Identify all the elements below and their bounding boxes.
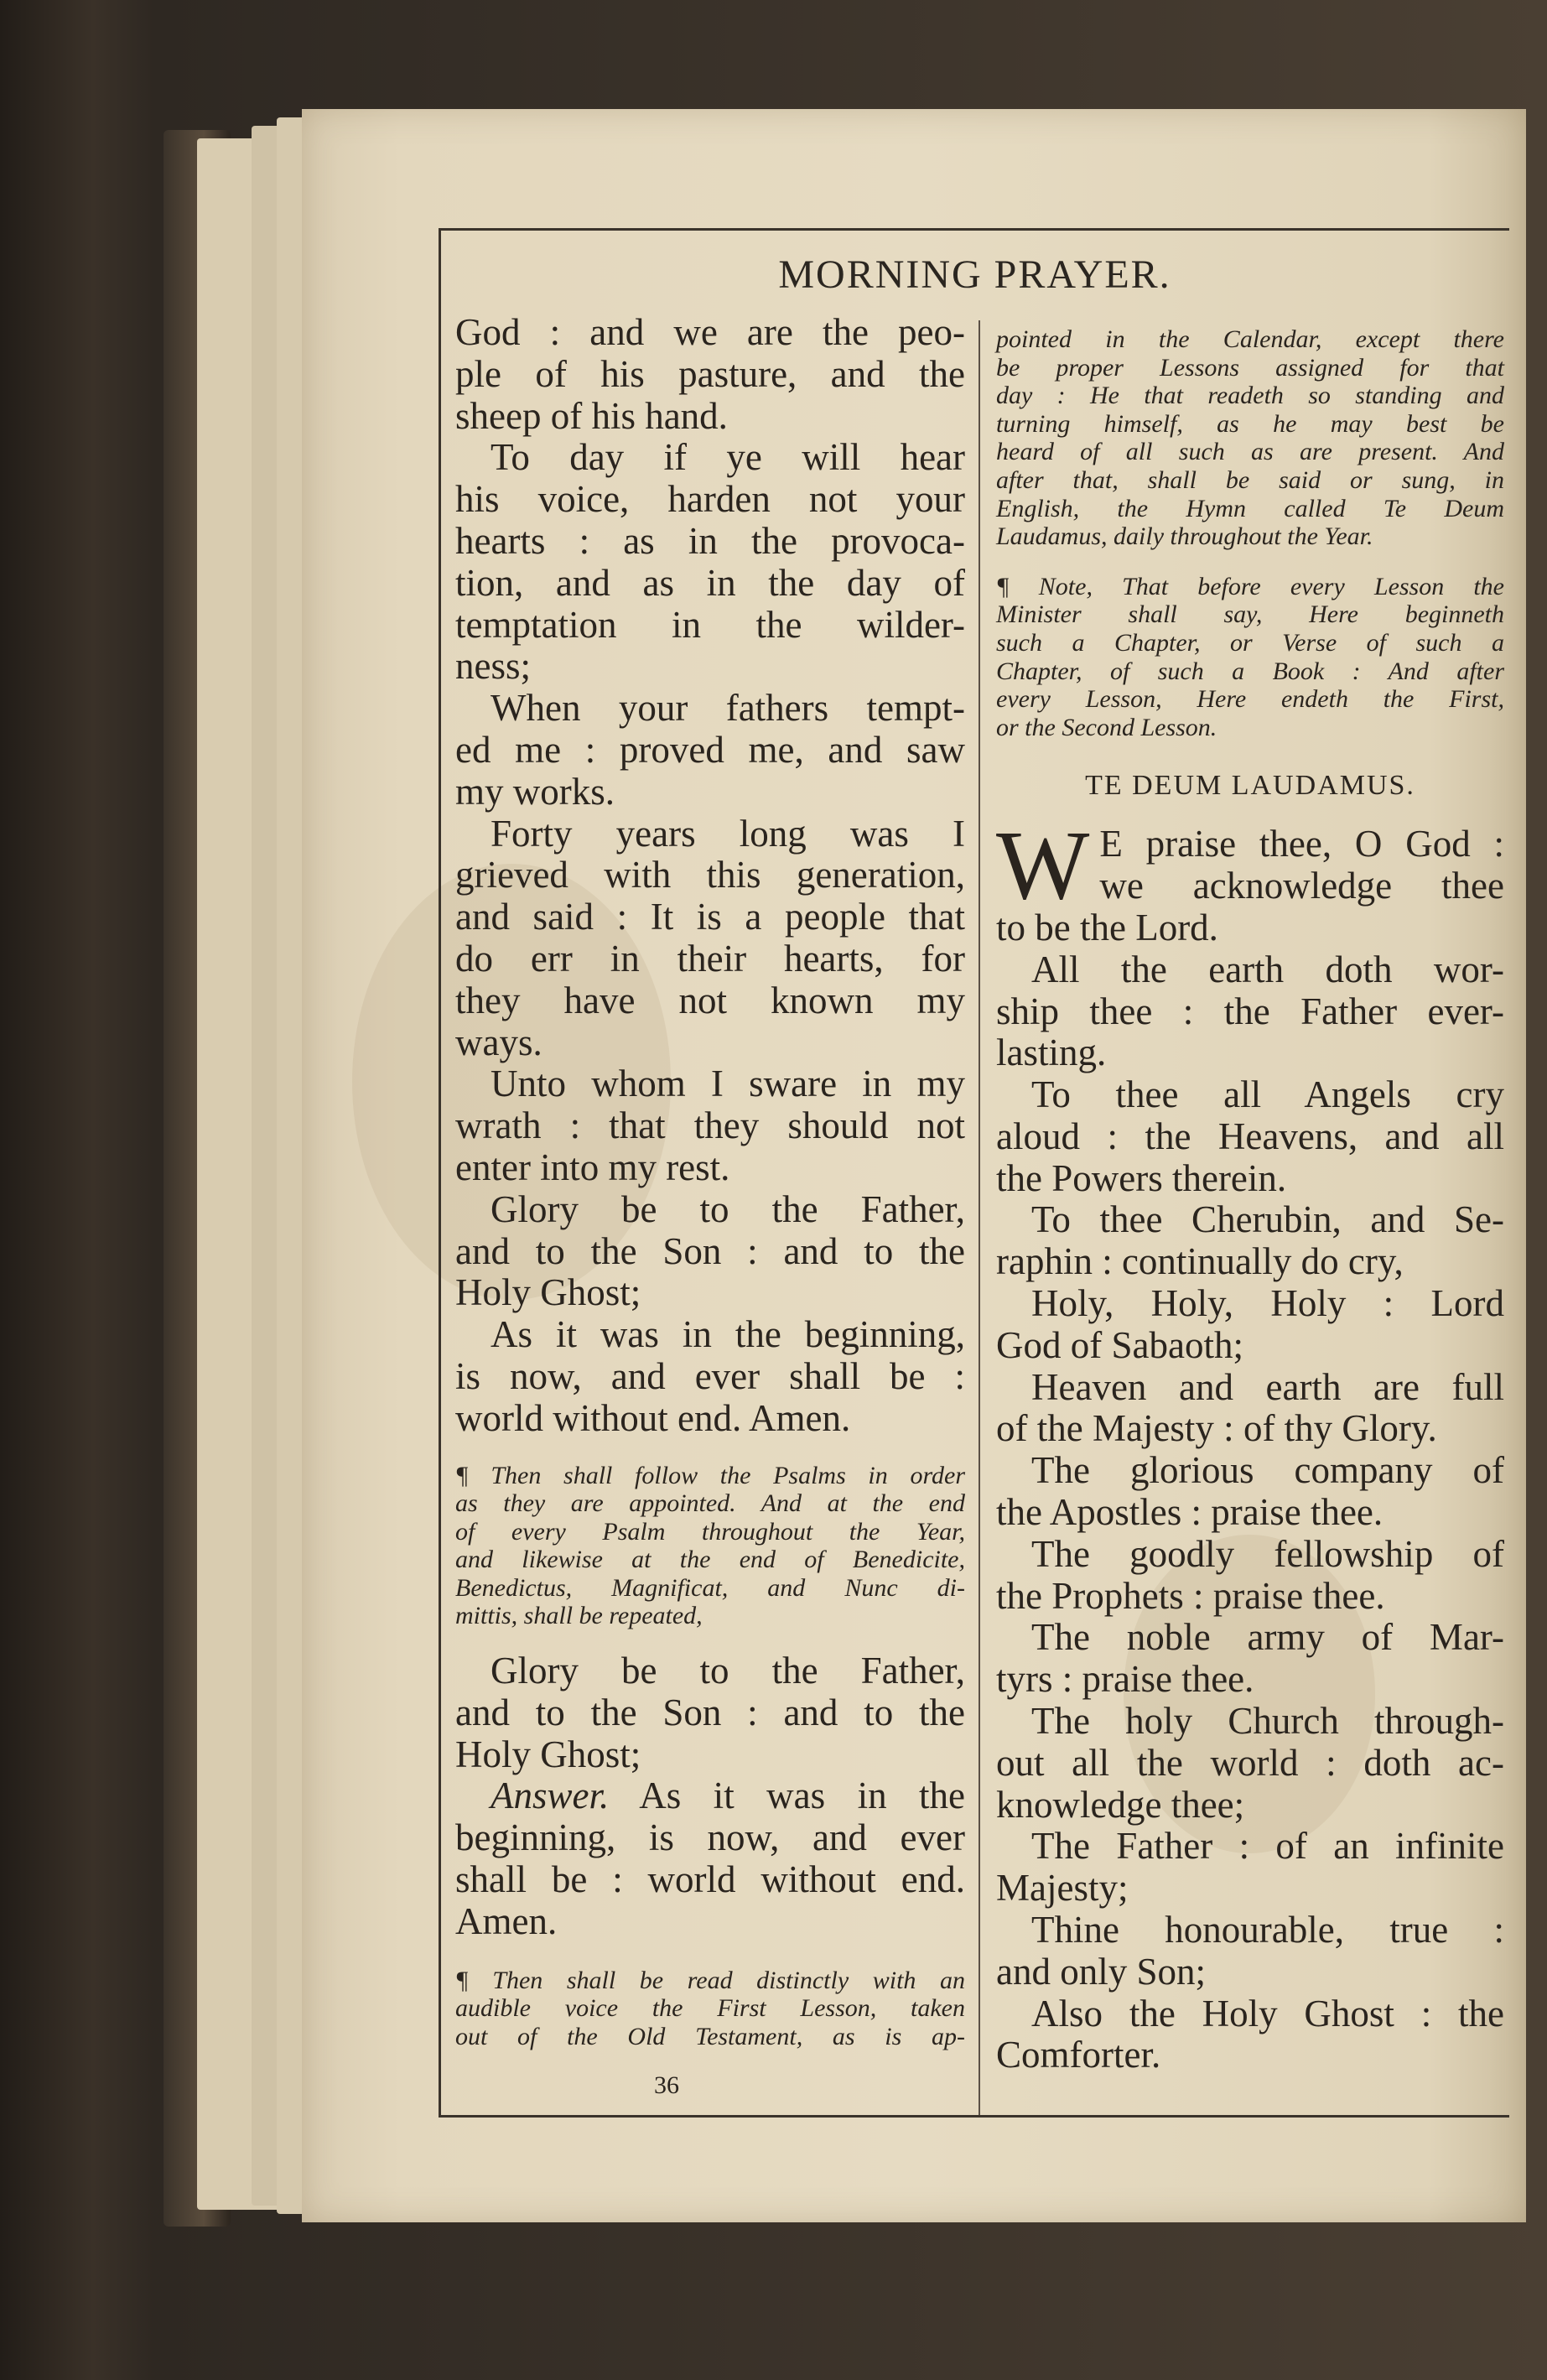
text-line: Amen. bbox=[455, 1899, 558, 1942]
page-number: 36 bbox=[654, 2071, 679, 2099]
rubric-note bbox=[996, 325, 1504, 551]
text-line: grieved with this generation, bbox=[455, 854, 965, 896]
text-line: tion, and as in the day of bbox=[455, 561, 965, 604]
te-deum-verse bbox=[996, 1993, 1504, 2077]
text-line: E praise thee, O God : bbox=[1099, 823, 1504, 865]
rubric-line: Laudamus, daily throughout the Year. bbox=[996, 522, 1373, 551]
text-line: we acknowledge thee bbox=[1099, 865, 1504, 907]
rubric-line: turning himself, as he may best be bbox=[996, 409, 1504, 438]
text-line: The goodly fellowship of bbox=[1031, 1532, 1504, 1575]
text-line: ed me : proved me, and saw bbox=[455, 728, 965, 771]
right-column bbox=[996, 325, 1504, 2076]
answer-label: Answer. bbox=[491, 1775, 610, 1817]
column-divider bbox=[979, 320, 980, 2115]
rubric-line: ¶ Then shall follow the Psalms in order bbox=[455, 1461, 965, 1489]
rubric-line: of every Psalm throughout the Year, bbox=[455, 1517, 965, 1546]
rubric-line: ¶ Then shall be read distinctly with an bbox=[455, 1966, 965, 1994]
text-line bbox=[455, 1775, 965, 1817]
answer-verse bbox=[455, 1775, 965, 1942]
text-line: the Apostles : praise thee. bbox=[996, 1491, 1383, 1534]
psalm-verse bbox=[455, 1063, 965, 1188]
text-line: As it was in the beginning, bbox=[491, 1313, 965, 1356]
rubric-note bbox=[455, 1462, 965, 1631]
te-deum-verse bbox=[996, 1617, 1504, 1701]
te-deum-verse bbox=[996, 1367, 1504, 1451]
text-line: Majesty; bbox=[996, 1867, 1129, 1910]
text-line: enter into my rest. bbox=[455, 1146, 730, 1188]
rubric-line: audible voice the First Lesson, taken bbox=[455, 1994, 965, 2023]
text-line: Forty years long was I bbox=[491, 812, 965, 855]
text-line: knowledge thee; bbox=[996, 1783, 1245, 1826]
text-line: shall be : world without end. bbox=[455, 1858, 965, 1901]
text-line: out all the world : doth ac- bbox=[996, 1741, 1504, 1784]
te-deum-verse bbox=[996, 1826, 1504, 1910]
text-line: wrath : that they should not bbox=[455, 1104, 965, 1147]
te-deum-verse bbox=[996, 949, 1504, 1074]
text-line: they have not known my bbox=[455, 979, 965, 1021]
te-deum-opening bbox=[996, 810, 1504, 948]
psalm-verse bbox=[455, 437, 965, 688]
text-line: ness; bbox=[455, 645, 531, 688]
text-line: To thee Cherubin, and Se- bbox=[1031, 1198, 1504, 1241]
rubric-line: and likewise at the end of Benedicite, bbox=[455, 1546, 965, 1574]
text-line: tyrs : praise thee. bbox=[996, 1658, 1254, 1701]
drop-cap: W bbox=[996, 810, 1090, 921]
rubric-line: every Lesson, Here endeth the First, bbox=[996, 685, 1504, 714]
text-line: Glory be to the Father, bbox=[491, 1187, 965, 1230]
text-line: and to the Son : and to the bbox=[455, 1229, 965, 1272]
te-deum-verse bbox=[996, 1074, 1504, 1199]
rubric-line: ¶ Note, That before every Lesson the bbox=[996, 572, 1504, 600]
psalm-verse bbox=[455, 688, 965, 813]
text-line: hearts : as in the provoca- bbox=[455, 519, 965, 562]
text-line: raphin : continually do cry, bbox=[996, 1240, 1404, 1283]
psalm-verse bbox=[455, 813, 965, 1064]
text-line: To thee all Angels cry bbox=[1031, 1073, 1504, 1116]
rubric-line: or the Second Lesson. bbox=[996, 713, 1217, 741]
text-line: and to the Son : and to the bbox=[455, 1691, 965, 1733]
rubric-line: Minister shall say, Here beginneth bbox=[996, 600, 1504, 629]
te-deum-verse bbox=[996, 1534, 1504, 1618]
text-line: and said : It is a people that bbox=[455, 896, 965, 938]
border-rule-left bbox=[439, 228, 441, 2115]
rubric-line: as they are appointed. And at the end bbox=[455, 1489, 965, 1518]
gloria-verse bbox=[455, 1314, 965, 1439]
rubric-line: day : He that readeth so standing and bbox=[996, 382, 1504, 410]
rubric-note bbox=[455, 1967, 965, 2051]
te-deum-verses bbox=[996, 949, 1504, 2077]
text-line: Unto whom I sware in my bbox=[491, 1063, 965, 1105]
psalm-verse bbox=[455, 312, 965, 437]
text-line: my works. bbox=[455, 770, 615, 813]
text-line: Holy, Holy, Holy : Lord bbox=[1031, 1282, 1504, 1325]
border-rule-bottom bbox=[439, 2115, 1509, 2118]
text-line: Thine honourable, true : bbox=[1031, 1909, 1504, 1951]
rubric-line: such a Chapter, or Verse of such a bbox=[996, 628, 1504, 657]
section-title: TE DEUM LAUDAMUS. bbox=[1085, 770, 1415, 802]
text-line: of the Majesty : of thy Glory. bbox=[996, 1407, 1437, 1450]
rubric-line: after that, shall be said or sung, in bbox=[996, 465, 1504, 494]
text-line: Comforter. bbox=[996, 2034, 1161, 2076]
text-line: ple of his pasture, and the bbox=[455, 352, 965, 395]
text-line: Holy Ghost; bbox=[455, 1271, 641, 1314]
text-line: Glory be to the Father, bbox=[491, 1650, 965, 1692]
text-line: God : and we are the peo- bbox=[455, 311, 965, 353]
text-line: Heaven and earth are full bbox=[1031, 1365, 1504, 1408]
text-line: is now, and ever shall be : bbox=[455, 1354, 965, 1397]
text-line: The Father : of an infinite bbox=[1031, 1825, 1504, 1868]
text-line: beginning, is now, and ever bbox=[455, 1816, 965, 1859]
text-line: aloud : the Heavens, and all bbox=[996, 1115, 1504, 1157]
text-line: and only Son; bbox=[996, 1950, 1207, 1993]
text-line: To day if ye will hear bbox=[491, 436, 965, 479]
te-deum-verse bbox=[996, 1283, 1504, 1367]
te-deum-verse bbox=[996, 1199, 1504, 1283]
text-line: sheep of his hand. bbox=[455, 394, 728, 437]
rubric-line: Chapter, of such a Book : And after bbox=[996, 657, 1504, 685]
te-deum-verse bbox=[996, 1450, 1504, 1534]
rubric-line: English, the Hymn called Te Deum bbox=[996, 494, 1504, 522]
text-line: When your fathers tempt- bbox=[491, 687, 965, 730]
text-line: The glorious company of bbox=[1031, 1449, 1504, 1492]
gloria-verse bbox=[455, 1650, 965, 1775]
text-line: God of Sabaoth; bbox=[996, 1323, 1243, 1366]
text-line: ways. bbox=[455, 1021, 542, 1063]
text-line: lasting. bbox=[996, 1032, 1107, 1074]
text-line: ship thee : the Father ever- bbox=[996, 990, 1504, 1032]
rubric-line: Benedictus, Magnificat, and Nunc di- bbox=[455, 1573, 965, 1602]
left-column bbox=[455, 312, 965, 2050]
rubric-line: be proper Lessons assigned for that bbox=[996, 353, 1504, 382]
text-segment: As it was in the bbox=[609, 1775, 965, 1817]
text-line: Holy Ghost; bbox=[455, 1733, 641, 1775]
text-line: the Prophets : praise thee. bbox=[996, 1574, 1385, 1617]
text-line: The holy Church through- bbox=[1031, 1700, 1504, 1743]
text-line: do err in their hearts, for bbox=[455, 937, 965, 980]
text-line: his voice, harden not your bbox=[455, 478, 965, 521]
text-line: to be the Lord. bbox=[996, 906, 1218, 948]
rubric-line: heard of all such as are present. And bbox=[996, 438, 1504, 466]
te-deum-verse bbox=[996, 1701, 1504, 1826]
text-line: the Powers therein. bbox=[996, 1156, 1287, 1199]
text-line: world without end. Amen. bbox=[455, 1396, 851, 1439]
page-title: MORNING PRAYER. bbox=[778, 252, 1171, 297]
text-line: temptation in the wilder- bbox=[455, 603, 965, 646]
border-rule-top bbox=[440, 228, 1509, 231]
text-line: All the earth doth wor- bbox=[1031, 948, 1504, 990]
te-deum-verse bbox=[996, 1910, 1504, 1993]
text-line: The noble army of Mar- bbox=[1031, 1616, 1504, 1659]
rubric-line: out of the Old Testament, as is ap- bbox=[455, 2022, 965, 2050]
text-line: Also the Holy Ghost : the bbox=[1031, 1992, 1504, 2034]
lesson-note bbox=[996, 573, 1504, 742]
rubric-line: pointed in the Calendar, except there bbox=[996, 325, 1504, 353]
rubric-line: mittis, shall be repeated, bbox=[455, 1602, 703, 1630]
gloria-verse bbox=[455, 1189, 965, 1314]
